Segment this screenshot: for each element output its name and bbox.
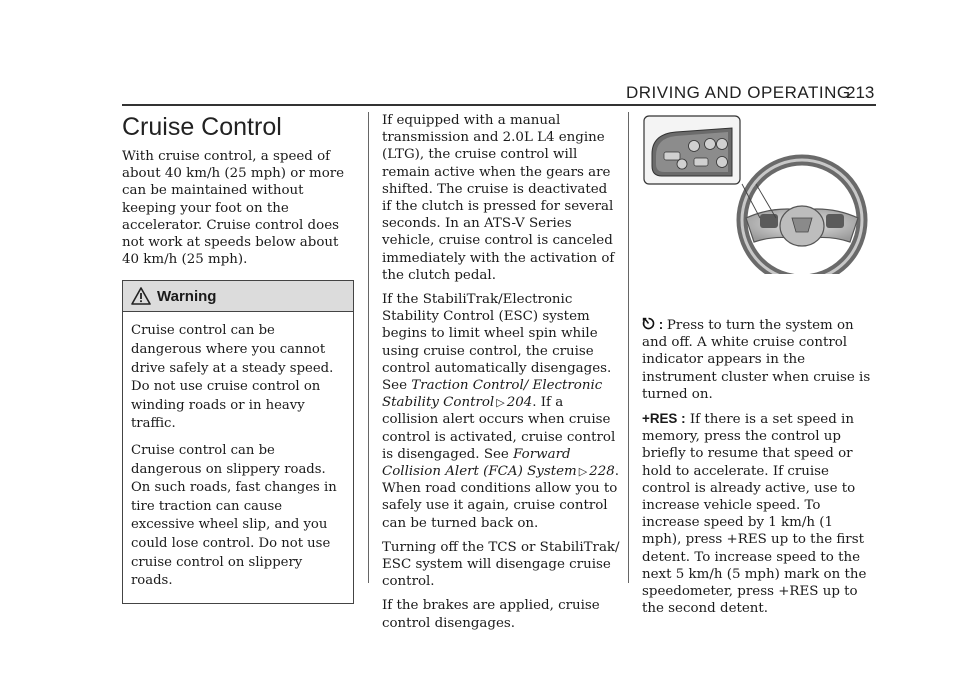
warning-paragraph-1: Cruise control can be dangerous where you cannot drive safely at a steady speed. Do not use cruise control on winding roads or in heavy traffic. — [131, 323, 334, 432]
tcs-paragraph: Turning off the TCS or StabiliTrak/ ESC system will disengage cruise control. — [382, 539, 620, 590]
res-description: If there is a set speed in memory, press the control up briefly to resume that speed or hold to accelerate. If cruise control is already active, use to increase vehicle speed. To increase speed by 1 km/h (1 mph), press +RES up to the first detent. To increase speed to the next 5 km/h (5 mph) mark on the speedometer, press +RES up to the second detent. — [642, 412, 867, 617]
on-off-separator: : — [655, 317, 667, 332]
stabilitrak-text-a: If the StabiliTrak/Electronic Stability Control (ESC) system begins to limit wheel spin while using cruise control, the cruise control automatically disengages. See — [382, 292, 612, 394]
column-divider-2 — [628, 112, 629, 583]
cruise-control-panel-inset — [644, 116, 740, 184]
steering-wheel — [742, 160, 862, 274]
xref-traction-control[interactable]: Traction Control/ Electronic Stability Control — [382, 378, 603, 411]
column-divider-1 — [368, 112, 369, 583]
section-title: Cruise Control — [122, 113, 282, 141]
warning-label: Warning — [157, 287, 217, 305]
warning-paragraph-2: Cruise control can be dangerous on slippery roads. On such roads, fast changes in tire traction can cause excessive wheel slip, and you could lose control. Do not use cruise control on slippery roads. — [131, 442, 337, 589]
warning-header — [123, 281, 353, 312]
warning-box — [122, 280, 354, 603]
column-3 — [642, 112, 876, 624]
steering-wheel-controls-illustration — [642, 114, 876, 274]
page-number: 213 — [846, 83, 875, 102]
on-off-paragraph — [642, 316, 876, 403]
stabilitrak-text-c: . When road conditions allow you to safely use it again, cruise control can be turned back on. — [382, 464, 619, 531]
intro-paragraph: With cruise control, a speed of about 40 km/h (25 mph) or more can be maintained without keeping your foot on the accelerator. Cruise control does not work at speeds below about 40 km/h (25 mph). — [122, 149, 345, 268]
brakes-paragraph: If the brakes are applied, cruise control disengages. — [382, 598, 600, 631]
res-label: +RES : — [642, 411, 686, 427]
column-2 — [382, 112, 620, 639]
cruise-control-icon — [642, 317, 655, 330]
stabilitrak-text-b: . If a collision alert occurs when cruise control is activated, cruise control is disengaged. See — [382, 395, 616, 462]
running-header-section: DRIVING AND OPERATING — [626, 83, 851, 102]
header-rule — [122, 104, 876, 106]
manual-transmission-paragraph: If equipped with a manual transmission and 2.0L L4 engine (LTG), the cruise control will remain active when the gears are shifted. The cruise is deactivated if the clutch is pressed for several seconds. In an ATS-V Series vehicle, cruise control is canceled immediately with the activation of the clutch pedal. — [382, 113, 615, 283]
warning-body — [123, 312, 353, 602]
on-off-description: Press to turn the system on and off. A white cruise control indicator appears in the instrument cluster when cruise is turned on. — [642, 318, 871, 402]
page-ref-arrow-icon: ▷ — [578, 465, 588, 479]
res-paragraph — [642, 410, 876, 617]
xref-page-228[interactable]: 228 — [589, 464, 615, 480]
xref-forward-collision-alert[interactable]: Forward Collision Alert (FCA) System — [382, 446, 577, 480]
warning-triangle-icon — [131, 287, 151, 305]
page-ref-arrow-icon: ▷ — [496, 396, 505, 410]
stabilitrak-paragraph — [382, 291, 620, 532]
steering-wheel-figure — [642, 114, 876, 274]
xref-page-204[interactable]: 204 — [506, 395, 533, 411]
column-1 — [122, 112, 354, 604]
